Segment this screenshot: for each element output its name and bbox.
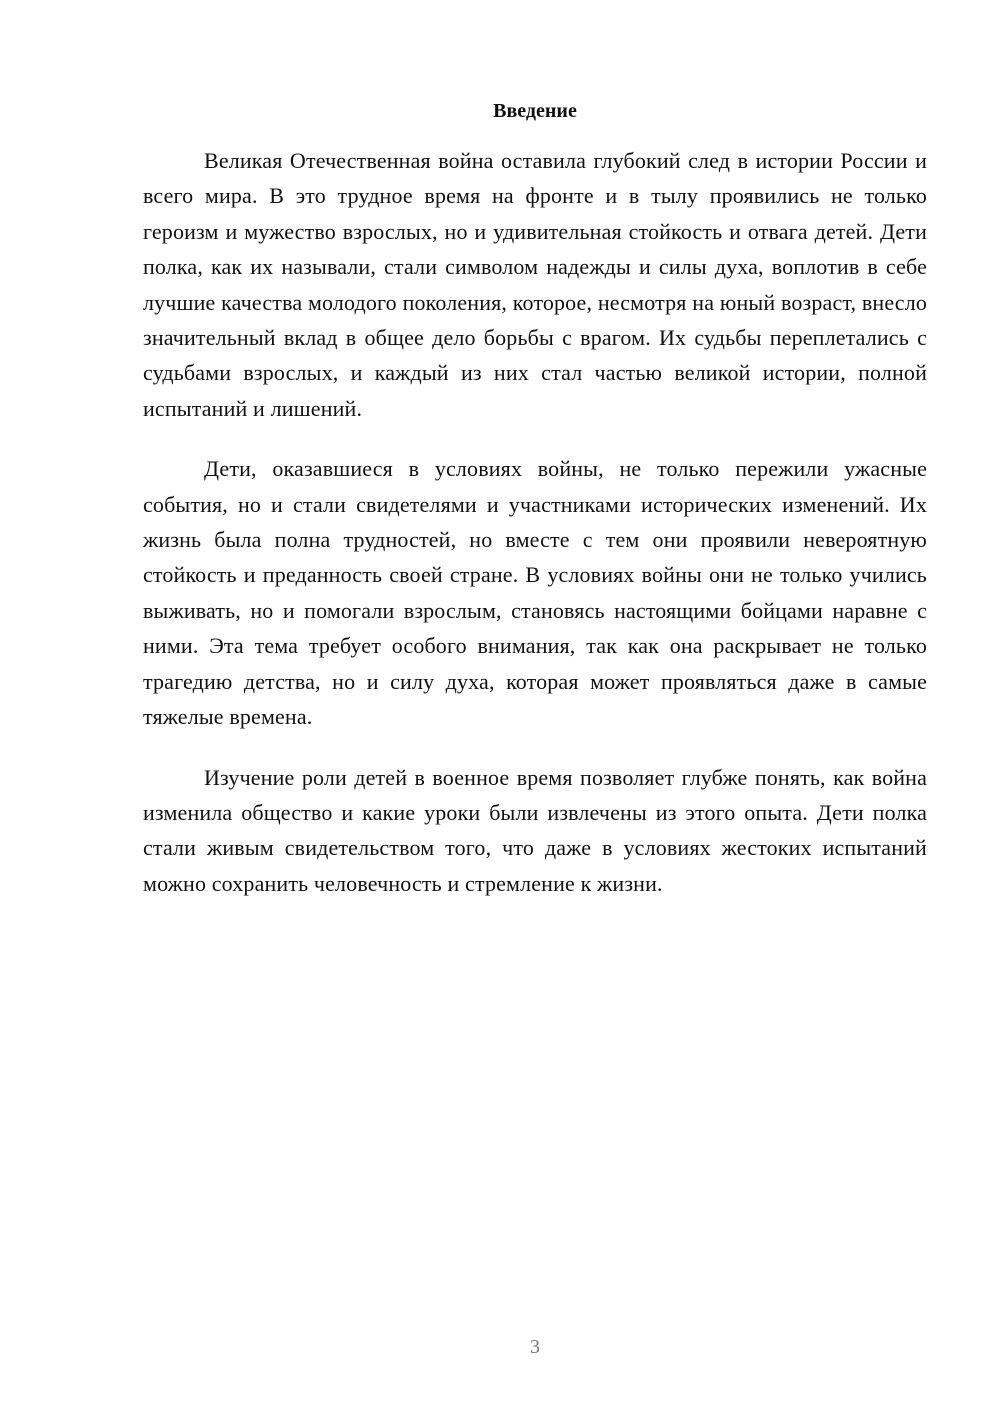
paragraph-2: Дети, оказавшиеся в условиях войны, не только пережили ужасные события, но и стали свидетелями и участниками исторических изменений. Их жизнь была полна трудностей, но вместе с тем они проявили невероятную стойкость и преданность своей стране. В условиях войны они не только учились выживать, но и помогали взрослым, становясь настоящими бойцами наравне с ними. Эта тема требует особого внимания, так как она раскрывает не только трагедию детства, но и силу духа, которая может проявляться даже в самые тяжелые времена.	[143, 456, 927, 730]
body-text	[143, 143, 927, 926]
section-heading: Введение	[493, 100, 577, 122]
page-number: 3	[530, 1336, 540, 1358]
paragraph-1: Великая Отечественная война оставила глубокий след в истории России и всего мира. В это трудное время на фронте и в тылу проявились не только героизм и мужество взрослых, но и удивительная стойкость и отвага детей. Дети полка, как их называли, стали символом надежды и силы духа, воплотив в себе лучшие качества молодого поколения, которое, несмотря на юный возраст, внесло значительный вклад в общее дело борьбы с врагом. Их судьбы переплетались с судьбами взрослых, и каждый из них стал частью великой истории, полной испытаний и лишений.	[143, 148, 927, 421]
paragraph-3: Изучение роли детей в военное время позволяет глубже понять, как война изменила общество и какие уроки были извлечены из этого опыта. Дети полка стали живым свидетельством того, что даже в условиях жестоких испытаний можно сохранить человечность и стремление к жизни.	[143, 764, 927, 896]
